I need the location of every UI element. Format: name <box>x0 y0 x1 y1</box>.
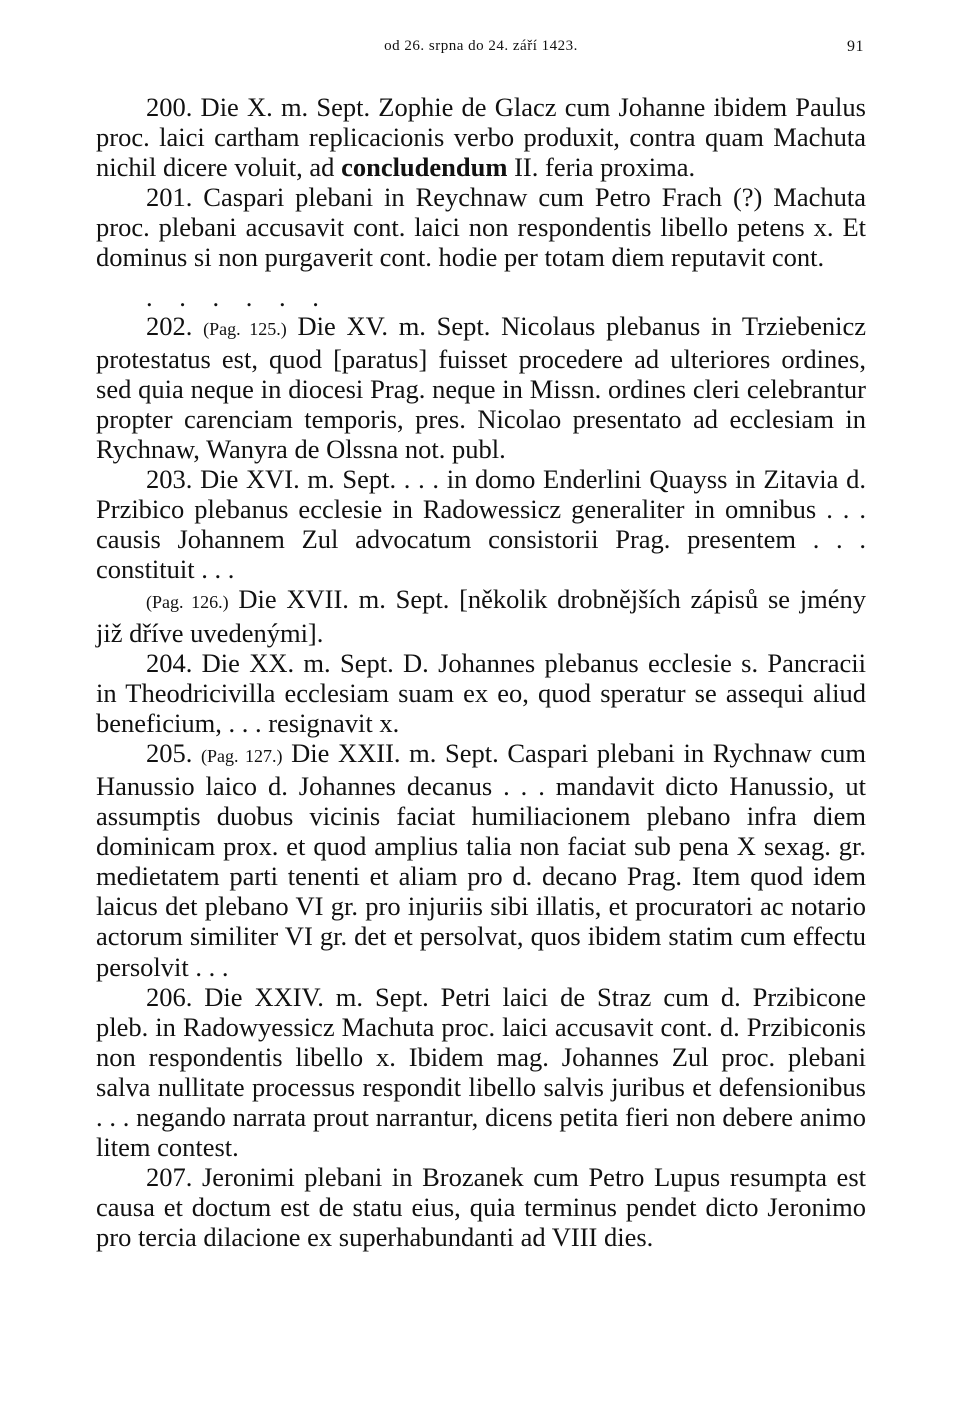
entry-201 <box>96 182 866 272</box>
running-header <box>96 30 866 70</box>
entry-203 <box>96 464 866 584</box>
entry-text: 201. Caspari plebani in Reychnaw cum Petro Frach (?) Machuta proc. plebani accusavit cont. laici non respondentis libello petens x. Et dominus si non purgaverit cont. hodie per totam diem reputavit cont. <box>96 182 866 273</box>
document-page <box>96 30 866 1252</box>
entry-text: II. feria proxima. <box>507 152 696 183</box>
entry-text: Die XV. m. Sept. Nicolaus plebanus in Trziebenicz protestatus est, quod [paratus] fuisset procedere ad ulteriores ordines, sed quia neque in diocesi Prag. neque in Missn. ordines cleri celebrantur propter carenciam temporis, pres. Nicolao presentato ad ecclesiam in Rychnaw, Wanyra de Olssna not. publ. <box>96 310 867 464</box>
omission-marks: . . . . . . <box>146 281 329 312</box>
entry-207 <box>96 1162 866 1252</box>
entry-text: Die XVII. m. Sept. [několik drobnějších zápisů se jmény již dříve uvedenými]. <box>96 584 866 648</box>
entry-206 <box>96 982 866 1163</box>
page-number: 91 <box>847 38 864 55</box>
entry-text: 207. Jeronimi plebani in Brozanek cum Petro Lupus resumpta est causa et doctum est de statu eius, quia terminus pendet dicto Jeronimo pro tercia dilacione ex superhabundanti ad VIII dies. <box>96 1162 866 1253</box>
entry-text: 206. Die XXIV. m. Sept. Petri laici de Straz cum d. Przibicone pleb. in Radowyessicz Machuta proc. laici accusavit cont. d. Przibiconis non respondentis libello x. Ibidem mag. Johannes Zul proc. plebani salva nullitate processus respondit libello salvis juribus et defensionibus . . . negando narrata prout narrantur, dicens petita fieri non debere animo litem contest. <box>96 981 866 1163</box>
entry-text: 204. Die XX. m. Sept. D. Johannes plebanus ecclesie s. Pancracii in Theodricivilla ecclesiam suam ex eo, quod speratur se assequi aliud beneficium, . . . resignavit x. <box>96 647 866 738</box>
entry-204 <box>96 648 866 738</box>
entry-202 <box>96 311 866 464</box>
entry-text: Die XXII. m. Sept. Caspari plebani in Rychnaw cum Hanussio laico d. Johannes decanus . . . mandavit dicto Hanussio, ut assumptis duobus vicinis faciat humiliacionem plebano infra diem dominicam prox. et quod amplius talia non faciat sub pena X sexag. gr. medietatem parti tenenti et aliam pro d. decano Prag. Item quod idem laicus det plebano VI gr. pro injuriis sibi illatis, et procuratori ac notario actorum similiter VI gr. det et persolvat, quos ibidem statim cum effectu persolvit . . . <box>96 737 867 982</box>
entry-text-bold: concludendum <box>341 152 508 183</box>
entry-text: 205. <box>146 737 201 768</box>
running-title: od 26. srpna do 24. září 1423. <box>384 38 578 54</box>
page-reference: (Pag. 125.) <box>203 318 287 339</box>
page-reference: (Pag. 127.) <box>201 745 283 766</box>
entry-205 <box>96 738 866 982</box>
body-text <box>96 92 866 1252</box>
entry-text: 200. Die X. m. Sept. Zophie de Glacz cum Johanne ibidem Paulus proc. laici cartham replicacionis verbo produxit, contra quam Machuta nichil dicere voluit, ad <box>96 92 866 183</box>
entry-200 <box>96 92 866 182</box>
entry-text: 203. Die XVI. m. Sept. . . . in domo Enderlini Quayss in Zitavia d. Przibico plebanus ecclesie in Radowessicz generaliter in omnibus . . . causis Johannem Zul advocatum consistorii Prag. presentem . . . constituit . . . <box>96 464 866 585</box>
page-reference: (Pag. 126.) <box>146 592 229 613</box>
entry-pag-126 <box>96 584 866 647</box>
entry-text: 202. <box>146 310 204 341</box>
